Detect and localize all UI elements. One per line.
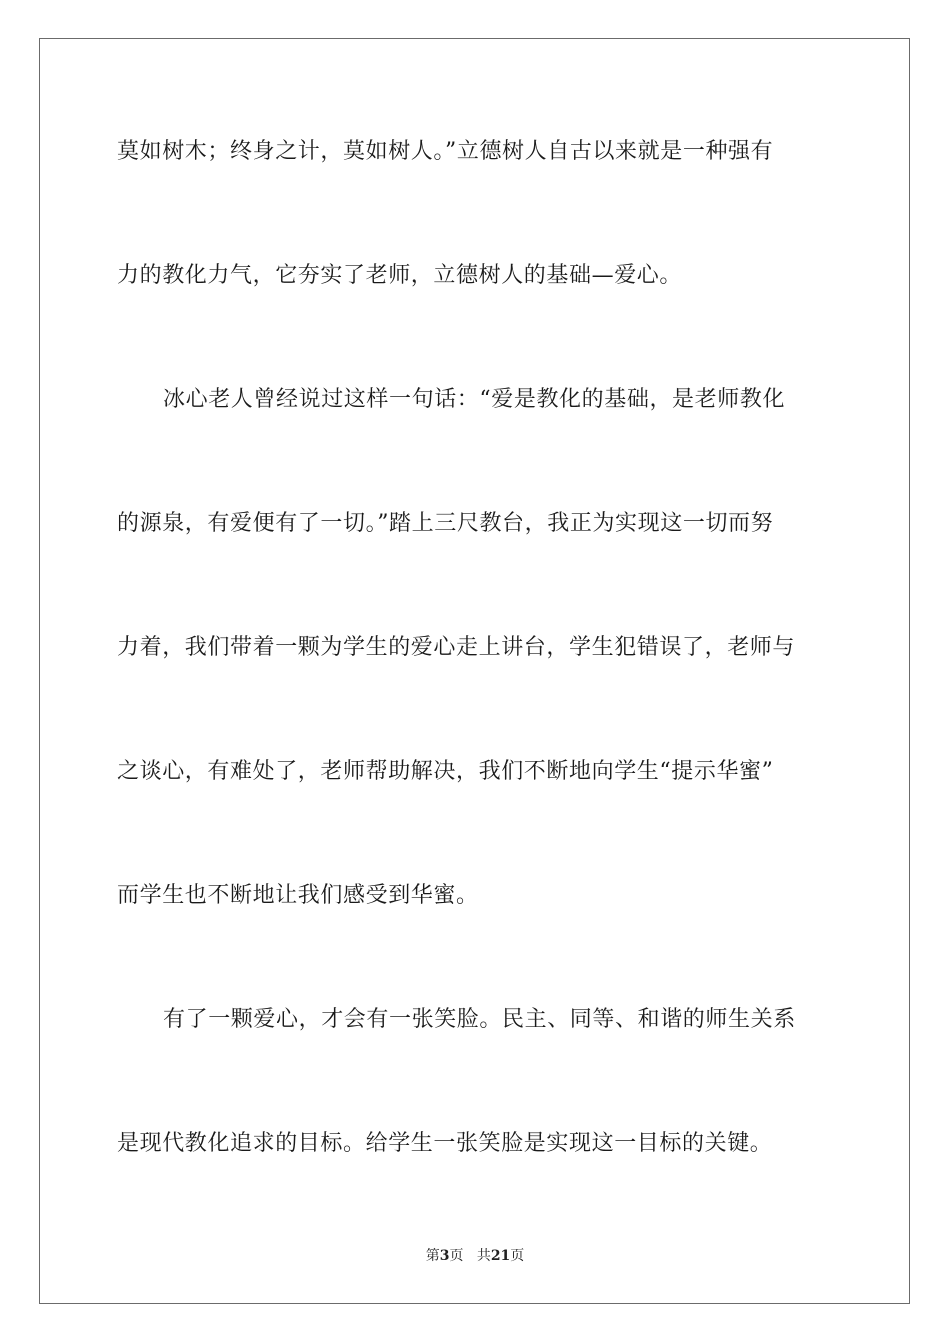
text-line-6: 之谈心，有难处了，老师帮助解决，我们不断地向学生“提示华蜜” [117,759,774,784]
page-suffix: 页 [449,1248,464,1264]
page-footer [0,1246,950,1266]
page-number: 3 [439,1248,450,1264]
total-suffix: 页 [510,1248,525,1264]
text-line-4: 的源泉，有爱便有了一切。”踏上三尺教台，我正为实现这一切而努 [117,511,774,536]
text-line-5: 力着，我们带着一颗为学生的爱心走上讲台，学生犯错误了，老师与 [117,635,796,660]
text-line-7: 而学生也不断地让我们感受到华蜜。 [117,883,479,908]
text-line-8: 有了一颗爱心，才会有一张笑脸。民主、同等、和谐的师生关系 [163,1007,796,1032]
total-prefix: 共 [476,1248,491,1264]
text-line-1: 莫如树木；终身之计，莫如树人。”立德树人自古以来就是一种强有 [117,139,774,164]
text-line-9: 是现代教化追求的目标。给学生一张笑脸是实现这一目标的关键。 [117,1131,773,1156]
page-prefix: 第 [425,1248,440,1264]
text-line-2: 力的教化力气，它夯实了老师，立德树人的基础—爱心。 [117,263,683,288]
text-line-3: 冰心老人曾经说过这样一句话：“爱是教化的基础，是老师教化 [163,387,786,412]
page-border [39,38,910,1304]
total-pages: 21 [490,1248,511,1264]
